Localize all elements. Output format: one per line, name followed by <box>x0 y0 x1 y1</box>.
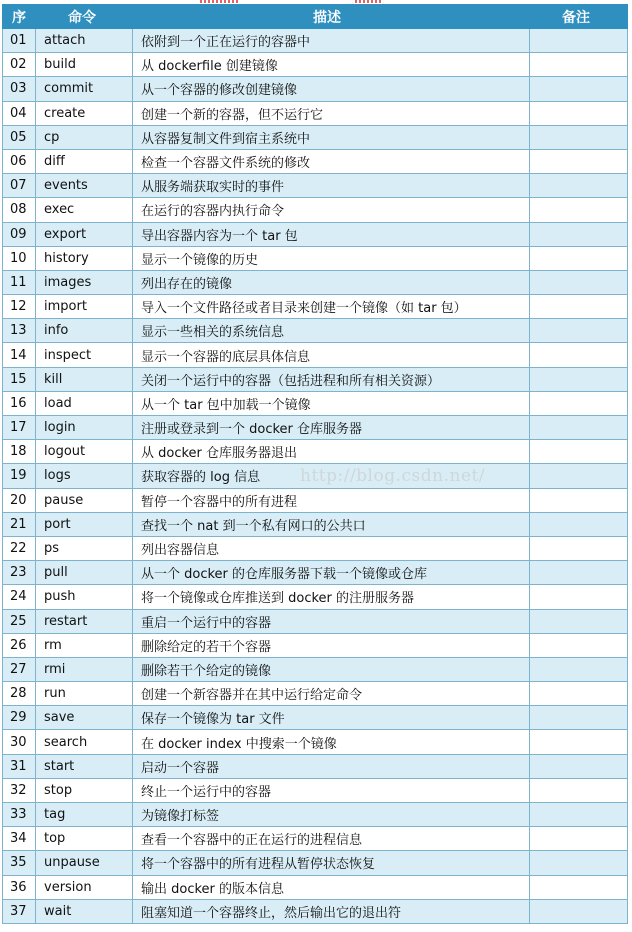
table-row <box>3 246 628 270</box>
cell-note <box>530 343 628 367</box>
cell-note <box>530 778 628 802</box>
table-row <box>3 536 628 560</box>
cell-note <box>530 319 628 343</box>
spellcheck-underline <box>355 0 383 3</box>
table-row <box>3 416 628 440</box>
table-row <box>3 609 628 633</box>
cell-description: 关闭一个运行中的容器（包括进程和所有相关资源） <box>133 367 530 391</box>
table-row <box>3 803 628 827</box>
cell-description: 在 docker index 中搜索一个镜像 <box>133 730 530 754</box>
cell-index: 17 <box>3 416 36 440</box>
header-note: 备注 <box>530 5 628 29</box>
cell-note <box>530 682 628 706</box>
cell-description: 删除给定的若干个容器 <box>133 633 530 657</box>
cell-note <box>530 633 628 657</box>
cell-description: 依附到一个正在运行的容器中 <box>133 29 530 53</box>
table-row <box>3 899 628 923</box>
cell-note <box>530 295 628 319</box>
table-row <box>3 53 628 77</box>
table-row <box>3 512 628 536</box>
cell-note <box>530 827 628 851</box>
cell-description: 查看一个容器中的正在运行的进程信息 <box>133 827 530 851</box>
cell-description: 将一个镜像或仓库推送到 docker 的注册服务器 <box>133 585 530 609</box>
table-row <box>3 270 628 294</box>
cell-description: 从一个 tar 包中加载一个镜像 <box>133 391 530 415</box>
cell-index: 02 <box>3 53 36 77</box>
cell-description: 从一个容器的修改创建镜像 <box>133 77 530 101</box>
table-row <box>3 295 628 319</box>
cell-note <box>530 803 628 827</box>
cell-note <box>530 440 628 464</box>
cell-description: 从服务端获取实时的事件 <box>133 174 530 198</box>
cell-index: 07 <box>3 174 36 198</box>
cell-command: history <box>36 246 133 270</box>
cell-note <box>530 77 628 101</box>
cell-note <box>530 222 628 246</box>
cell-command: search <box>36 730 133 754</box>
cell-note <box>530 367 628 391</box>
cell-command: exec <box>36 198 133 222</box>
watermark-text: http://blog.csdn.net/ <box>300 466 486 486</box>
table-row <box>3 391 628 415</box>
table-row <box>3 367 628 391</box>
cell-index: 04 <box>3 101 36 125</box>
cell-command: info <box>36 319 133 343</box>
cell-command: top <box>36 827 133 851</box>
docker-command-table <box>2 4 628 924</box>
cell-note <box>530 270 628 294</box>
table-row <box>3 633 628 657</box>
header-command: 命令 <box>36 5 133 29</box>
spellcheck-underline <box>200 0 240 3</box>
cell-index: 06 <box>3 149 36 173</box>
cell-index: 21 <box>3 512 36 536</box>
cell-description: 显示一个容器的底层具体信息 <box>133 343 530 367</box>
cell-command: run <box>36 682 133 706</box>
cell-description: 终止一个运行中的容器 <box>133 778 530 802</box>
cell-description: 注册或登录到一个 docker 仓库服务器 <box>133 416 530 440</box>
cell-description: 从 dockerfile 创建镜像 <box>133 53 530 77</box>
cell-index: 32 <box>3 778 36 802</box>
cell-command: wait <box>36 899 133 923</box>
cell-description: 阻塞知道一个容器终止，然后输出它的退出符 <box>133 899 530 923</box>
cell-command: version <box>36 875 133 899</box>
cell-index: 20 <box>3 488 36 512</box>
table-row <box>3 125 628 149</box>
cell-command: commit <box>36 77 133 101</box>
cell-note <box>530 706 628 730</box>
table-row <box>3 319 628 343</box>
cell-note <box>530 875 628 899</box>
table-row <box>3 778 628 802</box>
cell-note <box>530 246 628 270</box>
cell-index: 34 <box>3 827 36 851</box>
cell-description: 从一个 docker 的仓库服务器下载一个镜像或仓库 <box>133 561 530 585</box>
cell-command: rmi <box>36 657 133 681</box>
cell-index: 14 <box>3 343 36 367</box>
table-row <box>3 440 628 464</box>
cell-description: 获取容器的 log 信息 <box>133 464 530 488</box>
cell-command: kill <box>36 367 133 391</box>
cell-index: 23 <box>3 561 36 585</box>
cell-description: 为镜像打标签 <box>133 803 530 827</box>
cell-note <box>530 609 628 633</box>
table-row <box>3 29 628 53</box>
cell-command: import <box>36 295 133 319</box>
cell-index: 01 <box>3 29 36 53</box>
table-row <box>3 488 628 512</box>
cell-command: images <box>36 270 133 294</box>
table-row <box>3 561 628 585</box>
cell-index: 25 <box>3 609 36 633</box>
table-row <box>3 222 628 246</box>
cell-description: 导入一个文件路径或者目录来创建一个镜像（如 tar 包） <box>133 295 530 319</box>
cell-index: 27 <box>3 657 36 681</box>
cell-description: 查找一个 nat 到一个私有网口的公共口 <box>133 512 530 536</box>
cell-index: 12 <box>3 295 36 319</box>
cell-command: load <box>36 391 133 415</box>
cell-index: 13 <box>3 319 36 343</box>
cell-index: 31 <box>3 754 36 778</box>
cell-description: 导出容器内容为一个 tar 包 <box>133 222 530 246</box>
table-row <box>3 851 628 875</box>
cell-command: push <box>36 585 133 609</box>
table-row <box>3 682 628 706</box>
table-row <box>3 343 628 367</box>
cell-index: 29 <box>3 706 36 730</box>
cell-command: restart <box>36 609 133 633</box>
cell-command: stop <box>36 778 133 802</box>
cell-description: 检查一个容器文件系统的修改 <box>133 149 530 173</box>
cell-index: 05 <box>3 125 36 149</box>
table-row <box>3 198 628 222</box>
cell-description: 创建一个新容器并在其中运行给定命令 <box>133 682 530 706</box>
cell-note <box>530 29 628 53</box>
cell-index: 10 <box>3 246 36 270</box>
cell-note <box>530 125 628 149</box>
cell-command: save <box>36 706 133 730</box>
cell-index: 30 <box>3 730 36 754</box>
cell-note <box>530 657 628 681</box>
cell-index: 18 <box>3 440 36 464</box>
table-row <box>3 875 628 899</box>
cell-description: 暂停一个容器中的所有进程 <box>133 488 530 512</box>
cell-command: export <box>36 222 133 246</box>
table-row <box>3 754 628 778</box>
cell-command: start <box>36 754 133 778</box>
cell-note <box>530 101 628 125</box>
cell-command: pull <box>36 561 133 585</box>
cell-note <box>530 149 628 173</box>
cell-note <box>530 53 628 77</box>
cell-command: create <box>36 101 133 125</box>
cell-index: 19 <box>3 464 36 488</box>
table-row <box>3 149 628 173</box>
cell-note <box>530 730 628 754</box>
cell-note <box>530 561 628 585</box>
cell-note <box>530 851 628 875</box>
cell-description: 输出 docker 的版本信息 <box>133 875 530 899</box>
cell-index: 03 <box>3 77 36 101</box>
cell-index: 09 <box>3 222 36 246</box>
cell-command: build <box>36 53 133 77</box>
cell-command: logs <box>36 464 133 488</box>
header-description: 描述 <box>133 5 530 29</box>
table-row <box>3 730 628 754</box>
cell-note <box>530 754 628 778</box>
cell-description: 创建一个新的容器，但不运行它 <box>133 101 530 125</box>
cell-index: 28 <box>3 682 36 706</box>
cell-note <box>530 391 628 415</box>
table-row <box>3 77 628 101</box>
cell-note <box>530 416 628 440</box>
cell-index: 08 <box>3 198 36 222</box>
cell-command: events <box>36 174 133 198</box>
cell-description: 从 docker 仓库服务器退出 <box>133 440 530 464</box>
table-row <box>3 706 628 730</box>
table-row <box>3 657 628 681</box>
cell-description: 列出容器信息 <box>133 536 530 560</box>
cell-index: 37 <box>3 899 36 923</box>
cell-command: login <box>36 416 133 440</box>
cell-note <box>530 585 628 609</box>
cell-command: pause <box>36 488 133 512</box>
cell-description: 列出存在的镜像 <box>133 270 530 294</box>
cell-command: ps <box>36 536 133 560</box>
table-row <box>3 827 628 851</box>
cell-description: 重启一个运行中的容器 <box>133 609 530 633</box>
cell-index: 24 <box>3 585 36 609</box>
cell-description: 显示一些相关的系统信息 <box>133 319 530 343</box>
cell-index: 15 <box>3 367 36 391</box>
cell-index: 33 <box>3 803 36 827</box>
cell-description: 删除若干个给定的镜像 <box>133 657 530 681</box>
cell-note <box>530 198 628 222</box>
table-row <box>3 174 628 198</box>
cell-command: logout <box>36 440 133 464</box>
cell-description: 启动一个容器 <box>133 754 530 778</box>
cell-note <box>530 536 628 560</box>
header-index: 序 <box>3 5 36 29</box>
cell-note <box>530 174 628 198</box>
cell-index: 11 <box>3 270 36 294</box>
cell-command: unpause <box>36 851 133 875</box>
cell-description: 保存一个镜像为 tar 文件 <box>133 706 530 730</box>
cell-index: 22 <box>3 536 36 560</box>
cell-command: diff <box>36 149 133 173</box>
cell-note <box>530 512 628 536</box>
cell-command: tag <box>36 803 133 827</box>
cell-note <box>530 464 628 488</box>
cell-command: inspect <box>36 343 133 367</box>
cell-command: cp <box>36 125 133 149</box>
cell-index: 36 <box>3 875 36 899</box>
cell-note <box>530 899 628 923</box>
cell-index: 26 <box>3 633 36 657</box>
table-row <box>3 101 628 125</box>
cell-command: attach <box>36 29 133 53</box>
table-row <box>3 585 628 609</box>
table-header-row <box>3 5 628 29</box>
cell-index: 35 <box>3 851 36 875</box>
cell-command: rm <box>36 633 133 657</box>
cell-description: 在运行的容器内执行命令 <box>133 198 530 222</box>
cell-description: 将一个容器中的所有进程从暂停状态恢复 <box>133 851 530 875</box>
cell-description: 显示一个镜像的历史 <box>133 246 530 270</box>
cell-command: port <box>36 512 133 536</box>
cell-index: 16 <box>3 391 36 415</box>
cell-description: 从容器复制文件到宿主系统中 <box>133 125 530 149</box>
cell-note <box>530 488 628 512</box>
